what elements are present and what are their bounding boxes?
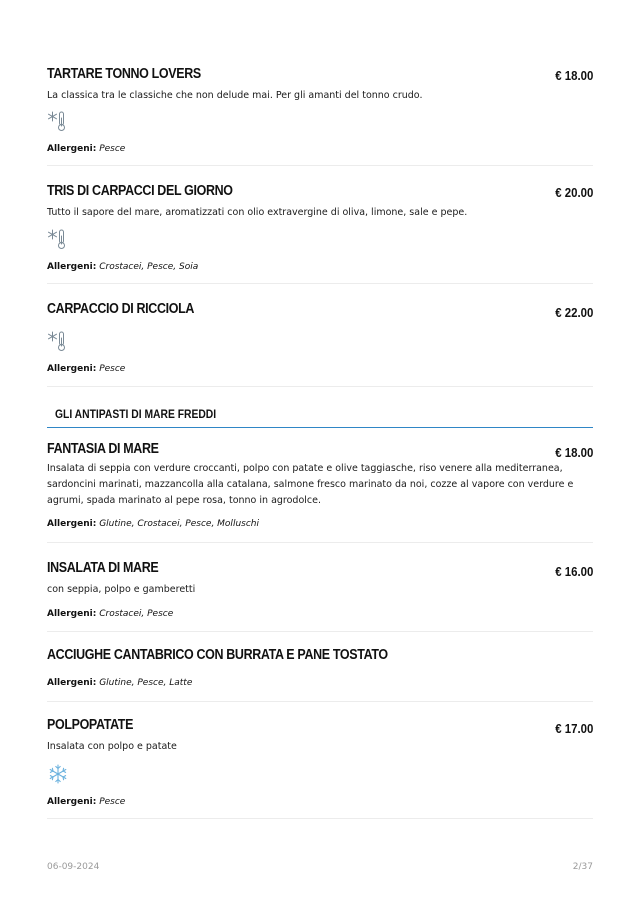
item-description: Tutto il sapore del mare, aromatizzati con olio extravergine di oliva, limone, sale e pepe. — [47, 207, 468, 218]
allergens-label: Allergeni: — [47, 609, 97, 619]
allergens-value: Crostacei, Pesce, Soia — [99, 262, 199, 272]
item-description: La classica tra le classiche che non delude mai. Per gli amanti del tonno crudo. — [47, 90, 423, 101]
allergens-label: Allergeni: — [47, 364, 97, 374]
allergens-label: Allergeni: — [47, 144, 97, 154]
item-description: Insalata con polpo e patate — [47, 741, 177, 752]
allergens-value: Pesce — [99, 797, 126, 807]
item-title: POLPOPATATE — [47, 717, 134, 733]
section-title: GLI ANTIPASTI DI MARE FREDDI — [55, 407, 217, 421]
menu-item-fantasia-di-mare — [47, 441, 593, 543]
item-title: TARTARE TONNO LOVERS — [47, 66, 201, 82]
menu-item-acciughe-cantabrico — [47, 647, 593, 702]
allergens-label: Allergeni: — [47, 678, 97, 688]
item-allergens — [47, 797, 125, 807]
item-title: INSALATA DI MARE — [47, 560, 159, 576]
item-allergens — [47, 678, 192, 688]
footer-page-number: 2/37 — [572, 862, 593, 872]
menu-item-insalata-di-mare — [47, 560, 593, 632]
item-allergens — [47, 144, 125, 154]
item-allergens — [47, 262, 198, 272]
item-description: Insalata di seppia con verdure croccanti, polpo con patate e olive taggiasche, riso venere alla mediterranea, sardoncini marinati, mazzancolla alla catalana, salmone fresco marinato da noi, cozze al vapore con verdure e agrumi, spada marinato al pepe rosa, tonno in agrodolce. — [47, 463, 574, 506]
allergens-value: Crostacei, Pesce — [99, 609, 174, 619]
frozen-thermometer-icon — [47, 110, 69, 132]
snowflake-icon — [47, 763, 69, 785]
menu-item-polpopatate — [47, 717, 593, 819]
menu-item-tartare-tonno-lovers — [47, 66, 593, 166]
item-allergens — [47, 519, 259, 529]
menu-item-tris-di-carpacci — [47, 183, 593, 284]
allergens-label: Allergeni: — [47, 797, 97, 807]
section-header — [47, 404, 593, 428]
allergens-value: Pesce — [99, 364, 126, 374]
allergens-value: Glutine, Crostacei, Pesce, Molluschi — [99, 519, 259, 529]
allergens-label: Allergeni: — [47, 262, 97, 272]
item-allergens — [47, 609, 173, 619]
item-description: con seppia, polpo e gamberetti — [47, 584, 196, 595]
item-price: € 18.00 — [554, 445, 593, 460]
item-price: € 18.00 — [554, 68, 593, 83]
allergens-value: Glutine, Pesce, Latte — [99, 678, 193, 688]
item-price: € 16.00 — [554, 564, 593, 579]
item-price: € 22.00 — [554, 305, 593, 320]
item-allergens — [47, 364, 125, 374]
item-title: ACCIUGHE CANTABRICO CON BURRATA E PANE TOSTATO — [47, 647, 388, 663]
frozen-thermometer-icon — [47, 330, 69, 352]
item-title: CARPACCIO DI RICCIOLA — [47, 301, 195, 317]
frozen-thermometer-icon — [47, 228, 69, 250]
item-title: TRIS DI CARPACCI DEL GIORNO — [47, 183, 233, 199]
menu-item-carpaccio-di-ricciola — [47, 301, 593, 387]
item-price: € 20.00 — [554, 185, 593, 200]
footer-date: 06-09-2024 — [47, 862, 100, 872]
allergens-value: Pesce — [99, 144, 126, 154]
item-price: € 17.00 — [554, 721, 593, 736]
allergens-label: Allergeni: — [47, 519, 97, 529]
item-title: FANTASIA DI MARE — [47, 441, 159, 457]
